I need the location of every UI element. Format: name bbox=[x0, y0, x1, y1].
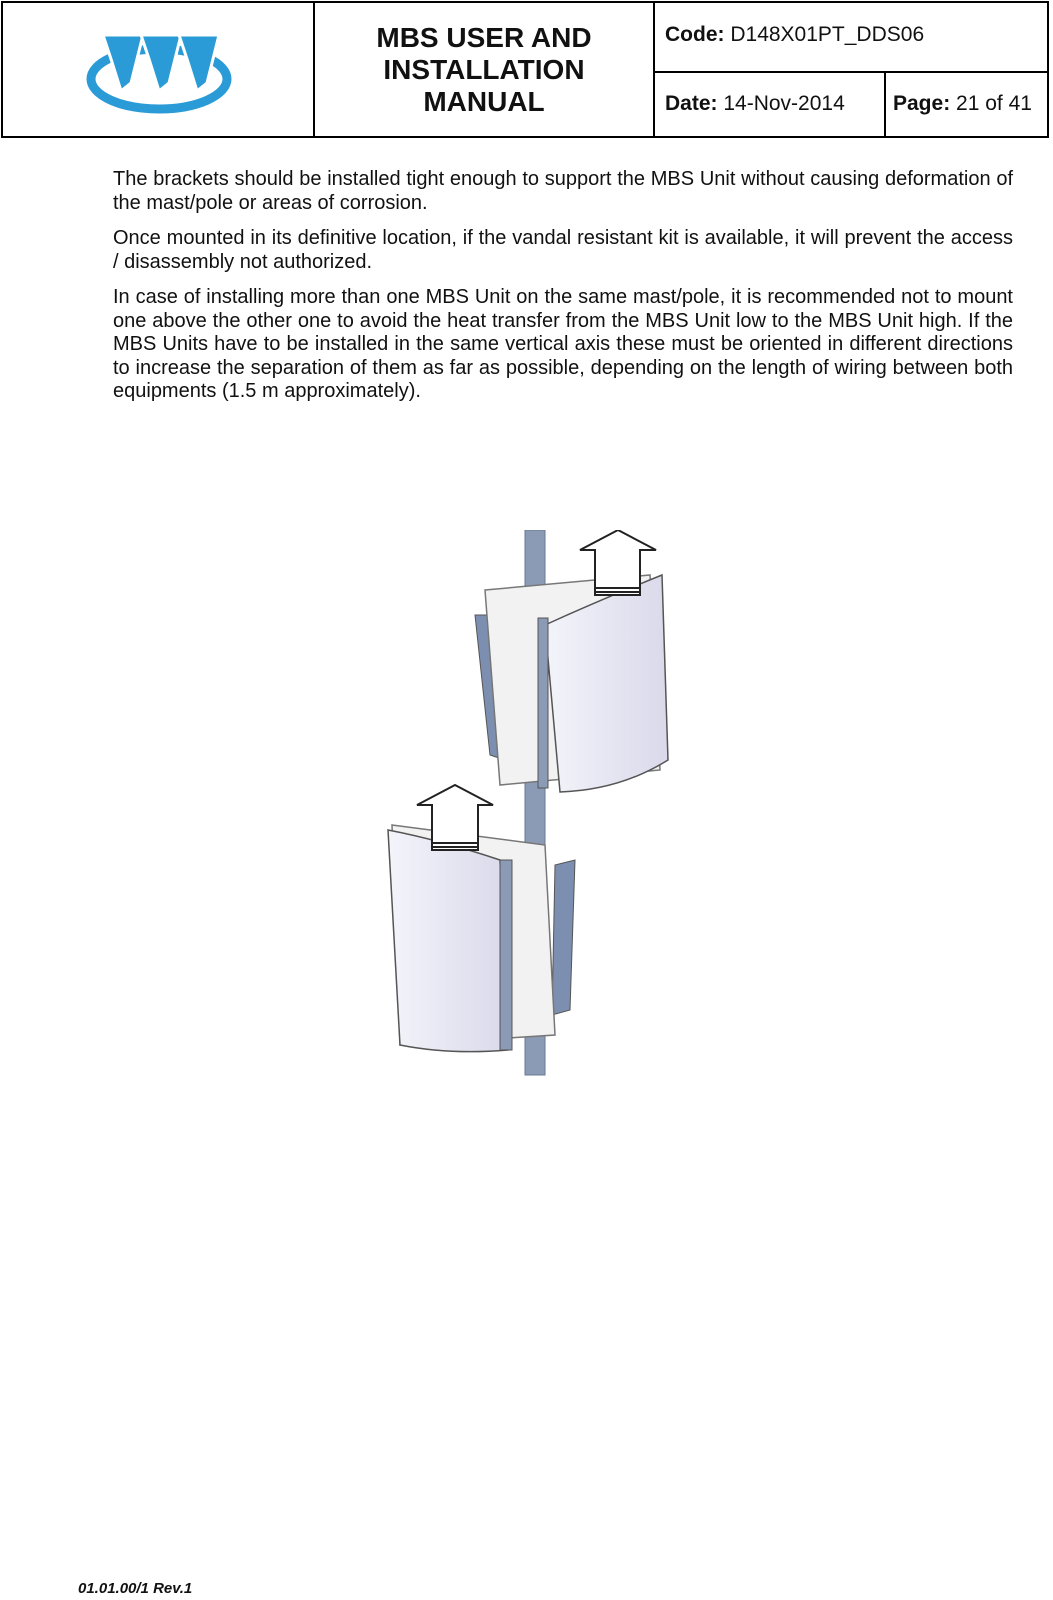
page-value: 21 of 41 bbox=[956, 92, 1032, 115]
paragraph: Once mounted in its definitive location, if the vandal resistant kit is available, it will prevent the access / disassembly not authorized. bbox=[113, 227, 1013, 273]
lower-unit bbox=[388, 785, 575, 1052]
company-logo-icon bbox=[3, 3, 315, 136]
date-label: Date: bbox=[665, 92, 718, 115]
upper-unit bbox=[475, 530, 668, 792]
date-value: 14-Nov-2014 bbox=[723, 92, 845, 115]
page-number bbox=[886, 73, 1047, 136]
document-code bbox=[655, 3, 1047, 73]
logo-cell bbox=[3, 3, 315, 136]
two-mbs-units-on-pole-illustration bbox=[380, 530, 700, 1100]
document-header bbox=[1, 1, 1049, 138]
paragraph: The brackets should be installed tight enough to support the MBS Unit without causing deformation of the mast/pole or areas of corrosion. bbox=[113, 168, 1013, 214]
footer-revision: 01.01.00/1 Rev.1 bbox=[78, 1580, 193, 1597]
document-title bbox=[315, 3, 655, 136]
mounting-figure bbox=[380, 530, 700, 1100]
code-label: Code: bbox=[665, 23, 725, 46]
body-text bbox=[113, 168, 1013, 416]
title-line: MBS USER AND bbox=[376, 21, 592, 53]
code-value: D148X01PT_DDS06 bbox=[730, 23, 925, 46]
document-date bbox=[655, 73, 886, 136]
title-line: MANUAL bbox=[423, 85, 545, 117]
page-label: Page: bbox=[893, 92, 951, 115]
paragraph: In case of installing more than one MBS Unit on the same mast/pole, it is recommended not to mount one above the other one to avoid the heat transfer from the MBS Unit low to the MBS Unit high. If the MBS Units have to be installed in the same vertical axis these must be oriented in different directions to increase the separation of them as far as possible, depending on the length of wiring between both equipments (1.5 m approximately). bbox=[113, 286, 1013, 402]
title-line: INSTALLATION bbox=[383, 53, 585, 85]
